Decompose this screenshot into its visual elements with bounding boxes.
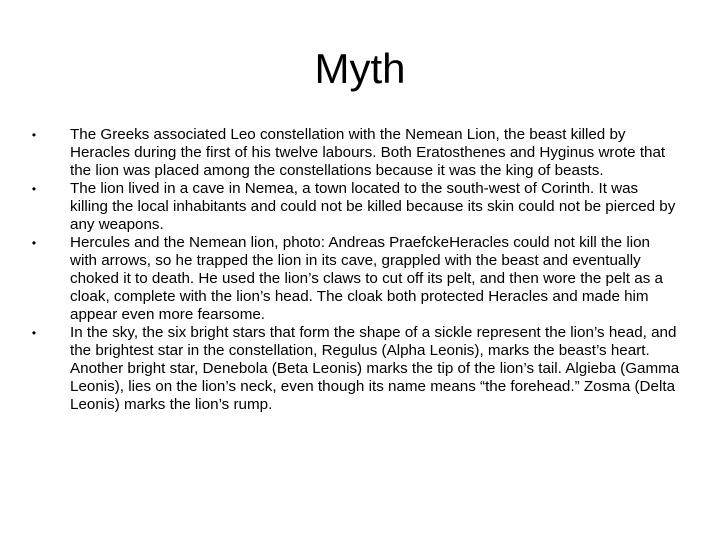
bullet-item: [28, 234, 680, 324]
bullet-text-body: Hercules and the Nemean lion, photo: Andreas PraefckeHeracles could not kill the lion with arrows, so he trapped the lion in its cave, grappled with the beast and eventually choked it to death. He used the lion’s claws to cut off its pelt, and then wore the pelt as a cloak, complete with the lion’s head. The cloak both protected Heracles and made him appear even more fearsome.: [70, 234, 663, 323]
bullet-dot-icon: •: [31, 182, 37, 196]
bullet-dot-icon: •: [31, 128, 37, 142]
bullet-text: [70, 234, 680, 324]
bullet-dot-icon: •: [31, 326, 37, 340]
bullet-item: [28, 180, 680, 234]
bullet-text: The lion lived in a cave in Nemea, a town located to the south-west of Corinth. It was killing the local inhabitants and could not be killed because its skin could not be pierced by any weapons.: [70, 180, 676, 233]
bullet-list: [28, 126, 680, 414]
slide-title: Myth: [314, 45, 406, 92]
bullet-text: The Greeks associated Leo constellation with the Nemean Lion, the beast killed by Heracles during the first of his twelve labours. Both Eratosthenes and Hyginus wrote that the lion was placed among the constellations because it was the king of beasts.: [70, 126, 666, 179]
bullet-item: [28, 126, 680, 180]
bullet-dot-icon: •: [31, 236, 37, 250]
bullet-text: In the sky, the six bright stars that form the shape of a sickle represent the lion’s head, and the brightest star in the constellation, Regulus (Alpha Leonis), marks the beast’s heart. Another bright star, Denebola (Beta Leonis) marks the tip of the lion’s tail. Algieba (Gamma Leonis), lies on the lion’s neck, even though its name means “the forehead.” Zosma (Delta Leonis) marks the lion’s rump.: [70, 324, 680, 413]
bullet-item: [28, 324, 680, 414]
